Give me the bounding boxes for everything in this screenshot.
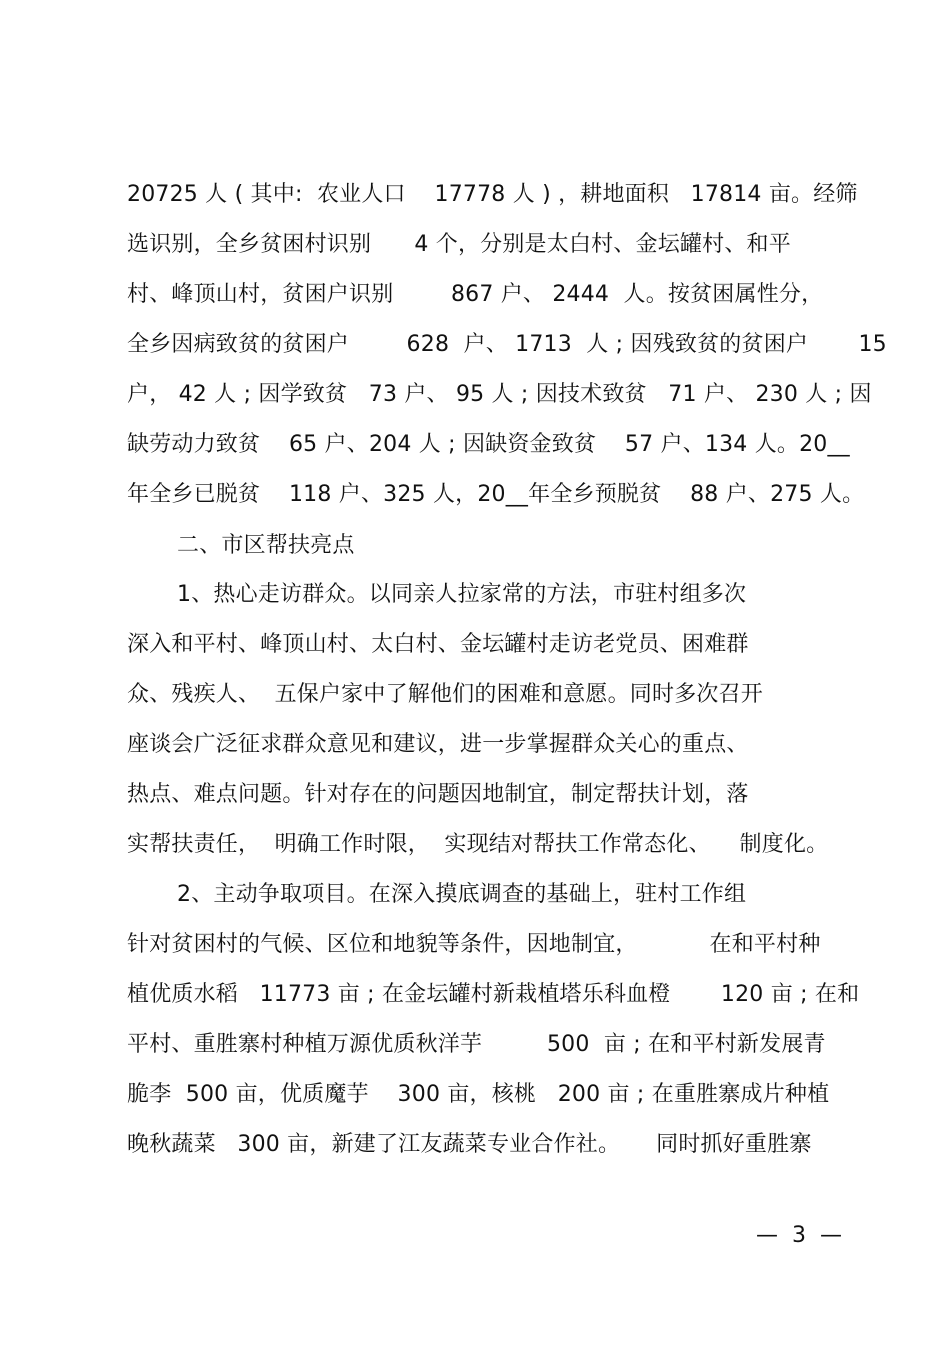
text-line: 针对贫困村的气候、区位和地貌等条件，因地制宜， 在和平村种 xyxy=(127,932,821,957)
paragraph-heading: 1、热心走访群众。以同亲人拉家常的方法，市驻村组多次 xyxy=(177,582,747,607)
text-line: 热点、难点问题。针对存在的问题因地制宜，制定帮扶计划，落 xyxy=(127,782,749,807)
text-line: 平村、重胜寨村种植万源优质秋洋芋 500 亩 ; 在和平村新发展青 xyxy=(127,1032,826,1057)
text-line: 20725 人 ( 其中: 农业人口 17778 人 ) ，耕地面积 17814 亩。经筛 xyxy=(127,182,858,207)
text-line: 实帮扶责任， 明确工作时限， 实现结对帮扶工作常态化、 制度化。 xyxy=(127,832,829,857)
text-line: 植优质水稻 11773 亩 ; 在金坛罐村新栽植塔乐科血橙 120 亩 ; 在和 xyxy=(127,982,860,1007)
text-line: 村、峰顶山村，贫困户识别 867 户、 2444 人。按贫困属性分， xyxy=(127,282,824,307)
text-line: 缺劳动力致贫 65 户、204 人 ; 因缺资金致贫 57 户、134 人。20__ xyxy=(127,432,850,457)
text-line: 年全乡已脱贫 118 户、325 人，20__年全乡预脱贫 88 户、275 人。 xyxy=(127,482,865,507)
text-line: 深入和平村、峰顶山村、太白村、金坛罐村走访老党员、困难群 xyxy=(127,632,749,657)
text-line: 选识别，全乡贫困村识别 4 个，分别是太白村、金坛罐村、和平 xyxy=(127,232,791,257)
paragraph-heading: 2、主动争取项目。在深入摸底调查的基础上，驻村工作组 xyxy=(177,882,747,907)
text-line: 晚秋蔬菜 300 亩，新建了江友蔬菜专业合作社。 同时抓好重胜寨 xyxy=(127,1132,812,1157)
text-line: 座谈会广泛征求群众意见和建议，进一步掌握群众关心的重点、 xyxy=(127,732,749,757)
text-line: 众、残疾人、 五保户家中了解他们的困难和意愿。同时多次召开 xyxy=(127,682,763,707)
page-number: — 3 — xyxy=(756,1223,842,1248)
text-line: 全乡因病致贫的贫困户 628 户、 1713 人 ; 因残致贫的贫困户 15 xyxy=(127,332,887,357)
text-line: 户， 42 人 ; 因学致贫 73 户、 95 人 ; 因技术致贫 71 户、 230 人 ; 因 xyxy=(127,382,872,407)
section-heading: 二、市区帮扶亮点 xyxy=(177,533,355,558)
text-line: 脆李 500 亩，优质魔芋 300 亩，核桃 200 亩 ; 在重胜寨成片种植 xyxy=(127,1082,830,1107)
